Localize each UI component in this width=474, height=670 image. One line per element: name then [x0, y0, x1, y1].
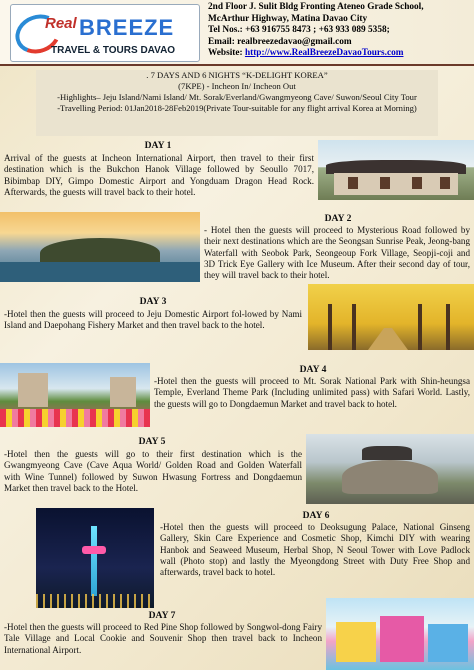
day-1-title: DAY 1: [144, 140, 172, 151]
tour-summary: [36, 70, 438, 136]
day-2-title: DAY 2: [324, 213, 352, 224]
nami-island-photo: [308, 284, 474, 350]
day-5-text: -Hotel then the guests will go to their first destination which is the Gwangmyeong Cave (Cave Aqua World/ Golden Road and Golden Waterfall with Wine Tunnel) followed by Suwon Hwasung Fortress and Dongdaemun Market then travel back to the Hotel.: [4, 449, 302, 493]
day-5-title: DAY 5: [138, 436, 166, 447]
everland-photo: [0, 363, 150, 427]
day-3-text: -Hotel then the guests will proceed to Jeju Domestic Airport fol-lowed by Nami Island and Daepohang Fishery Market and then travel back to the hotel.: [4, 309, 302, 331]
day-4-title: DAY 4: [299, 364, 327, 375]
songwol-dong-village-photo: [326, 598, 474, 670]
day-7-text: -Hotel then the guests will proceed to Red Pine Shop followed by Songwol-dong Fairy Tale Village and Local Cookie and Souvenir Shop then travel back to Incheon International Airport.: [4, 622, 322, 655]
n-seoul-tower-photo: [36, 508, 154, 608]
day-7-title: DAY 7: [148, 610, 176, 621]
day-6-text: -Hotel then the guests will proceed to Deoksugung Palace, National Ginseng Gallery, Skin Care Experience and Cosmetic Shop, Kimchi DIY with wearing Hanbok and Seaweed Museum, Herbal Shop, N Seoul Tower with Love Padlock wall (Photo stop) and lastly the Myeongdong Street with Duty Free Shop and afterwards, travel back to hotel.: [160, 522, 470, 578]
address-line-2: McArthur Highway, Matina Davao City: [208, 13, 368, 24]
logo-tagline: TRAVEL & TOURS DAVAO: [51, 45, 176, 56]
email-address: Email: realbreezedavao@gmail.com: [208, 36, 352, 47]
suwon-fortress-photo: [306, 434, 474, 504]
address-line-1: 2nd Floor J. Sulit Bldg Fronting Ateneo Grade School,: [208, 2, 424, 12]
logo-real: Real: [45, 15, 77, 32]
contact-block: [208, 2, 470, 60]
company-logo: [10, 4, 200, 62]
day-1-text: Arrival of the guests at Incheon International Airport, then travel to their first destination which is the Bukchon Hanok Village followed by Seoullo 7017, Bibimbap DIY, Gimpo Domestic Airport and Yongduam Dragon Head Rock. Afterwards, the guests will travel back to their hotel.: [4, 153, 314, 197]
hanok-village-photo: [318, 140, 474, 200]
header: [0, 0, 474, 66]
day-3-title: DAY 3: [139, 296, 167, 307]
tour-title: . 7 DAYS AND 6 NIGHTS “K-DELIGHT KOREA”: [146, 70, 328, 80]
website-line: [208, 48, 470, 60]
logo-breeze: BREEZE: [79, 15, 175, 40]
phone-numbers: Tel Nos.: +63 916755 8473 ; +63 933 089 5358;: [208, 25, 390, 36]
day-6-title: DAY 6: [302, 510, 330, 521]
website-link[interactable]: http://www.RealBreezeDavaoTours.com: [244, 48, 404, 59]
tour-code: (7KPE) - Incheon In/ Incheon Out: [178, 81, 296, 91]
day-2-text: - Hotel then the guests will proceed to Mysterious Road followed by their next destinations which are the Seongsan Sunrise Peak, Jeong-bang Waterfall with Seobok Park, Seongeoup Fork Village, Seopji-coji and 3D Trick Eye Gallery with Ice Museum. After their second day of tour, they will travel back to their hotel.: [204, 225, 470, 281]
travel-period: -Travelling Period: 01Jan2018-28Feb2019(Private Tour-suitable for any flight arrival Korea at Morning): [57, 103, 417, 113]
tour-highlights: -Highlights– Jeju Island/Nami Island/ Mt. Sorak/Everland/Gwangmyeong Cave/ Suwon/Seoul City Tour: [57, 92, 417, 102]
website-label: Website:: [208, 48, 245, 59]
jeju-crater-photo: [0, 212, 200, 282]
day-4-text: -Hotel then the guests will proceed to Mt. Sorak National Park with Shin-heungsa Temple, Everland Theme Park (Including unlimited pass) with Safari World. Lastly, the guests will go to Dongdaemun Market and travel back to hotel.: [154, 376, 470, 409]
